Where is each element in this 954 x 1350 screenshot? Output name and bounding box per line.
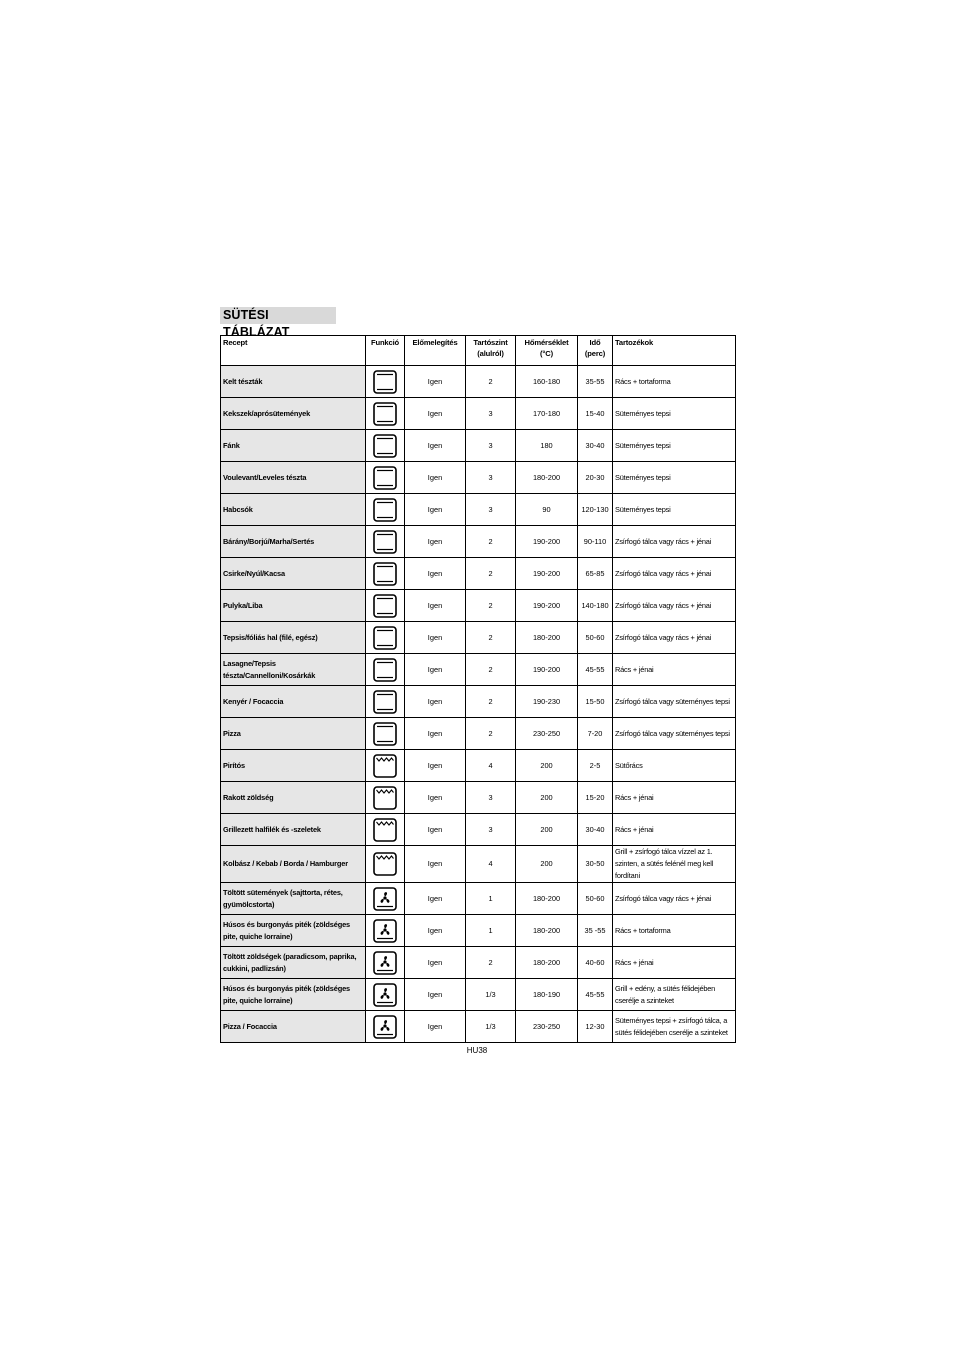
function-cell [366, 979, 405, 1011]
temperature-cell: 230-250 [516, 1011, 578, 1043]
temperature-cell: 180-200 [516, 915, 578, 947]
table-row [221, 915, 736, 947]
preheat-cell: Igen [405, 686, 466, 718]
recipe-cell: Fánk [221, 430, 366, 462]
table-row [221, 526, 736, 558]
level-cell: 3 [466, 462, 516, 494]
table-row [221, 883, 736, 915]
recipe-cell: Kelt tészták [221, 366, 366, 398]
conventional-icon [372, 689, 398, 715]
temperature-cell: 200 [516, 814, 578, 846]
level-cell: 2 [466, 590, 516, 622]
preheat-cell: Igen [405, 494, 466, 526]
preheat-cell: Igen [405, 526, 466, 558]
table-row [221, 654, 736, 686]
table-row [221, 366, 736, 398]
table-row [221, 947, 736, 979]
fan-icon [372, 918, 398, 944]
function-cell [366, 947, 405, 979]
function-cell [366, 915, 405, 947]
accessories-cell: Süteményes tepsi + zsírfogó tálca, a sütés félidejében cserélje a szinteket [613, 1011, 736, 1043]
header-function: Funkció [366, 336, 405, 366]
page-title: SÜTÉSI TÁBLÁZAT [220, 307, 336, 324]
function-cell [366, 558, 405, 590]
function-cell [366, 622, 405, 654]
function-cell [366, 814, 405, 846]
grill-icon [372, 851, 398, 877]
temperature-cell: 200 [516, 846, 578, 883]
recipe-cell: Kolbász / Kebab / Borda / Hamburger [221, 846, 366, 883]
recipe-cell: Bárány/Borjú/Marha/Sertés [221, 526, 366, 558]
header-recipe: Recept [221, 336, 366, 366]
accessories-cell: Rács + jénai [613, 782, 736, 814]
temperature-cell: 200 [516, 782, 578, 814]
time-cell: 45-55 [578, 979, 613, 1011]
recipe-cell: Lasagne/Tepsis tészta/Cannelloni/Kosárkák [221, 654, 366, 686]
table-row [221, 1011, 736, 1043]
conventional-icon [372, 625, 398, 651]
conventional-icon [372, 433, 398, 459]
recipe-cell: Csirke/Nyúl/Kacsa [221, 558, 366, 590]
time-cell: 15-50 [578, 686, 613, 718]
conventional-icon [372, 497, 398, 523]
table-row [221, 846, 736, 883]
temperature-cell: 180-200 [516, 622, 578, 654]
temperature-cell: 190-200 [516, 526, 578, 558]
time-cell: 45-55 [578, 654, 613, 686]
accessories-cell: Süteményes tepsi [613, 494, 736, 526]
accessories-cell: Grill + edény, a sütés félidejében cserélje a szinteket [613, 979, 736, 1011]
conventional-icon [372, 369, 398, 395]
fan-icon [372, 1014, 398, 1040]
level-cell: 3 [466, 782, 516, 814]
level-cell: 2 [466, 718, 516, 750]
time-cell: 12-30 [578, 1011, 613, 1043]
recipe-cell: Húsos és burgonyás piték (zöldséges pite, quiche lorraine) [221, 979, 366, 1011]
time-cell: 65-85 [578, 558, 613, 590]
preheat-cell: Igen [405, 718, 466, 750]
recipe-cell: Tepsis/fóliás hal (filé, egész) [221, 622, 366, 654]
fan-icon [372, 886, 398, 912]
recipe-cell: Kenyér / Focaccia [221, 686, 366, 718]
recipe-cell: Kekszek/aprósütemények [221, 398, 366, 430]
table-row [221, 430, 736, 462]
accessories-cell: Rács + jénai [613, 814, 736, 846]
header-level: Tartószint (alulról) [466, 336, 516, 366]
table-header-row [221, 336, 736, 366]
table-row [221, 814, 736, 846]
recipe-cell: Pulyka/Liba [221, 590, 366, 622]
table-row [221, 398, 736, 430]
preheat-cell: Igen [405, 883, 466, 915]
accessories-cell: Sütőrács [613, 750, 736, 782]
time-cell: 2-5 [578, 750, 613, 782]
preheat-cell: Igen [405, 398, 466, 430]
table-row [221, 718, 736, 750]
time-cell: 15-20 [578, 782, 613, 814]
level-cell: 2 [466, 366, 516, 398]
function-cell [366, 366, 405, 398]
accessories-cell: Zsírfogó tálca vagy rács + jénai [613, 883, 736, 915]
temperature-cell: 190-230 [516, 686, 578, 718]
function-cell [366, 654, 405, 686]
time-cell: 35 -55 [578, 915, 613, 947]
temperature-cell: 190-200 [516, 654, 578, 686]
preheat-cell: Igen [405, 1011, 466, 1043]
table-row [221, 979, 736, 1011]
level-cell: 1/3 [466, 979, 516, 1011]
baking-table [220, 335, 736, 1043]
recipe-cell: Voulevant/Leveles tészta [221, 462, 366, 494]
accessories-cell: Zsírfogó tálca vagy süteményes tepsi [613, 686, 736, 718]
table-row [221, 494, 736, 526]
function-cell [366, 398, 405, 430]
conventional-icon [372, 465, 398, 491]
grill-icon [372, 753, 398, 779]
function-cell [366, 782, 405, 814]
function-cell [366, 846, 405, 883]
accessories-cell: Zsírfogó tálca vagy rács + jénai [613, 526, 736, 558]
temperature-cell: 170-180 [516, 398, 578, 430]
accessories-cell: Rács + jénai [613, 947, 736, 979]
recipe-cell: Pizza / Focaccia [221, 1011, 366, 1043]
header-time: Idő (perc) [578, 336, 613, 366]
level-cell: 2 [466, 686, 516, 718]
preheat-cell: Igen [405, 590, 466, 622]
level-cell: 1 [466, 915, 516, 947]
page-number: HU38 [466, 1046, 488, 1055]
accessories-cell: Süteményes tepsi [613, 430, 736, 462]
time-cell: 40-60 [578, 947, 613, 979]
header-preheat: Előmelegítés [405, 336, 466, 366]
function-cell [366, 1011, 405, 1043]
level-cell: 2 [466, 947, 516, 979]
function-cell [366, 526, 405, 558]
level-cell: 1 [466, 883, 516, 915]
preheat-cell: Igen [405, 462, 466, 494]
preheat-cell: Igen [405, 654, 466, 686]
time-cell: 35-55 [578, 366, 613, 398]
temperature-cell: 190-200 [516, 558, 578, 590]
recipe-cell: Habcsók [221, 494, 366, 526]
accessories-cell: Rács + tortaforma [613, 915, 736, 947]
conventional-icon [372, 561, 398, 587]
accessories-cell: Zsírfogó tálca vagy rács + jénai [613, 622, 736, 654]
conventional-icon [372, 401, 398, 427]
level-cell: 1/3 [466, 1011, 516, 1043]
function-cell [366, 686, 405, 718]
level-cell: 4 [466, 846, 516, 883]
preheat-cell: Igen [405, 750, 466, 782]
conventional-icon [372, 657, 398, 683]
recipe-cell: Rakott zöldség [221, 782, 366, 814]
table-row [221, 750, 736, 782]
conventional-icon [372, 593, 398, 619]
table-row [221, 462, 736, 494]
function-cell [366, 494, 405, 526]
level-cell: 4 [466, 750, 516, 782]
preheat-cell: Igen [405, 947, 466, 979]
time-cell: 7-20 [578, 718, 613, 750]
function-cell [366, 883, 405, 915]
temperature-cell: 180 [516, 430, 578, 462]
level-cell: 2 [466, 558, 516, 590]
time-cell: 50-60 [578, 883, 613, 915]
preheat-cell: Igen [405, 366, 466, 398]
temperature-cell: 90 [516, 494, 578, 526]
accessories-cell: Rács + jénai [613, 654, 736, 686]
preheat-cell: Igen [405, 846, 466, 883]
level-cell: 3 [466, 494, 516, 526]
temperature-cell: 230-250 [516, 718, 578, 750]
accessories-cell: Zsírfogó tálca vagy rács + jénai [613, 558, 736, 590]
table-row [221, 590, 736, 622]
recipe-cell: Pizza [221, 718, 366, 750]
header-temperature: Hőmérséklet (°C) [516, 336, 578, 366]
recipe-cell: Töltött zöldségek (paradicsom, paprika, cukkini, padlizsán) [221, 947, 366, 979]
function-cell [366, 590, 405, 622]
preheat-cell: Igen [405, 782, 466, 814]
time-cell: 30-40 [578, 814, 613, 846]
temperature-cell: 200 [516, 750, 578, 782]
level-cell: 2 [466, 622, 516, 654]
preheat-cell: Igen [405, 558, 466, 590]
temperature-cell: 180-200 [516, 462, 578, 494]
recipe-cell: Húsos és burgonyás piték (zöldséges pite, quiche lorraine) [221, 915, 366, 947]
table-row [221, 686, 736, 718]
table-row [221, 782, 736, 814]
time-cell: 120-130 [578, 494, 613, 526]
table-row [221, 622, 736, 654]
recipe-cell: Grillezett halfilék és -szeletek [221, 814, 366, 846]
conventional-icon [372, 721, 398, 747]
time-cell: 15-40 [578, 398, 613, 430]
time-cell: 30-40 [578, 430, 613, 462]
preheat-cell: Igen [405, 622, 466, 654]
level-cell: 2 [466, 526, 516, 558]
time-cell: 50-60 [578, 622, 613, 654]
function-cell [366, 718, 405, 750]
grill-icon [372, 817, 398, 843]
temperature-cell: 190-200 [516, 590, 578, 622]
recipe-cell: Töltött sütemények (sajttorta, rétes, gyümölcstorta) [221, 883, 366, 915]
accessories-cell: Zsírfogó tálca vagy süteményes tepsi [613, 718, 736, 750]
time-cell: 140-180 [578, 590, 613, 622]
level-cell: 3 [466, 398, 516, 430]
function-cell [366, 462, 405, 494]
time-cell: 20-30 [578, 462, 613, 494]
temperature-cell: 180-200 [516, 883, 578, 915]
level-cell: 3 [466, 814, 516, 846]
accessories-cell: Rács + tortaforma [613, 366, 736, 398]
function-cell [366, 430, 405, 462]
level-cell: 2 [466, 654, 516, 686]
table-row [221, 558, 736, 590]
temperature-cell: 160-180 [516, 366, 578, 398]
time-cell: 30-50 [578, 846, 613, 883]
preheat-cell: Igen [405, 915, 466, 947]
preheat-cell: Igen [405, 430, 466, 462]
fan-icon [372, 982, 398, 1008]
function-cell [366, 750, 405, 782]
time-cell: 90-110 [578, 526, 613, 558]
preheat-cell: Igen [405, 979, 466, 1011]
temperature-cell: 180-190 [516, 979, 578, 1011]
accessories-cell: Grill + zsírfogó tálca vízzel az 1. szinten, a sütés felénél meg kell fordítani [613, 846, 736, 883]
temperature-cell: 180-200 [516, 947, 578, 979]
header-accessories: Tartozékok [613, 336, 736, 366]
conventional-icon [372, 529, 398, 555]
level-cell: 3 [466, 430, 516, 462]
grill-icon [372, 785, 398, 811]
preheat-cell: Igen [405, 814, 466, 846]
accessories-cell: Süteményes tepsi [613, 462, 736, 494]
accessories-cell: Süteményes tepsi [613, 398, 736, 430]
fan-icon [372, 950, 398, 976]
recipe-cell: Pirítós [221, 750, 366, 782]
accessories-cell: Zsírfogó tálca vagy rács + jénai [613, 590, 736, 622]
